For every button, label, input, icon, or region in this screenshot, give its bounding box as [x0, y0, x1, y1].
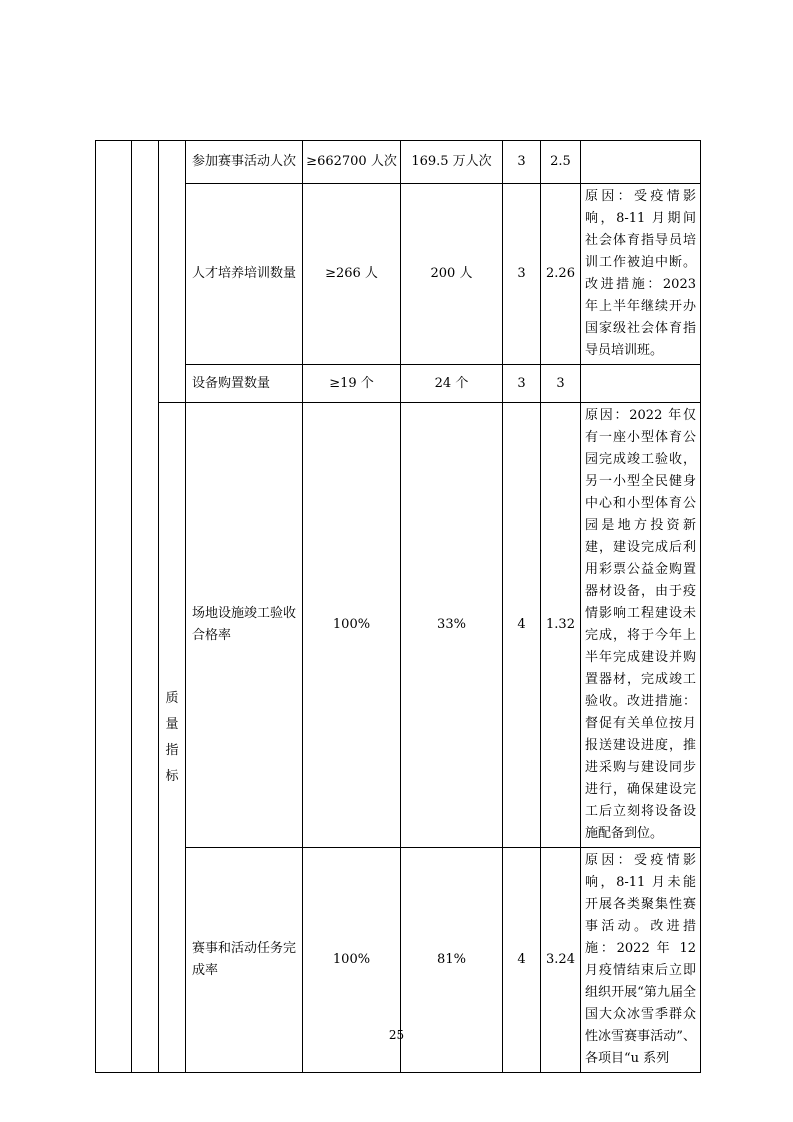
deviation-note: 原因：受疫情影响，8-11 月未能开展各类聚集性赛事活动。改进措施：2022 年 12 月疫情结束后立即组织开展“第九届全国大众冰雪季群众性冰雪赛事活动”、各项目“u 系列 [581, 848, 701, 1073]
score-value: 2.26 [541, 184, 581, 365]
blank-level2-cell [132, 141, 159, 1073]
weight-value: 3 [503, 365, 541, 403]
weight-value: 4 [503, 403, 541, 848]
target-value: ≥266 人 [303, 184, 401, 365]
table-row [96, 403, 701, 848]
weight-value: 3 [503, 141, 541, 184]
target-value: 100% [303, 848, 401, 1073]
indicator-name: 赛事和活动任务完成率 [186, 848, 303, 1073]
quality-indicator-category [159, 403, 186, 1073]
indicator-name: 设备购置数量 [186, 365, 303, 403]
score-value: 3 [541, 365, 581, 403]
performance-indicator-table [95, 140, 701, 1073]
blank-level3-cell [159, 141, 186, 403]
table-row [96, 141, 701, 184]
table-row [96, 184, 701, 365]
deviation-note: 原因：受疫情影响，8-11 月期间社会体育指导员培训工作被迫中断。改进措施：2023 年上半年继续开办国家级社会体育指导员培训班。 [581, 184, 701, 365]
target-value: 100% [303, 403, 401, 848]
quality-indicator-label: 质量指标 [165, 690, 179, 784]
deviation-note: 原因：2022 年仅有一座小型体育公园完成竣工验收，另一小型全民健身中心和小型体育公园是地方投资新建，建设完成后利用彩票公益金购置器材设备，由于疫情影响工程建设未完成，将于今年上半年完成建设并购置器材，完成竣工验收。改进措施：督促有关单位按月报送建设进度，推进采购与建设同步进行，确保建设完工后立刻将设备设施配备到位。 [581, 403, 701, 848]
actual-value: 81% [401, 848, 503, 1073]
score-value: 2.5 [541, 141, 581, 184]
deviation-note [581, 365, 701, 403]
score-value: 3.24 [541, 848, 581, 1073]
actual-value: 33% [401, 403, 503, 848]
target-value: ≥662700 人次 [303, 141, 401, 184]
table-row [96, 365, 701, 403]
actual-value: 24 个 [401, 365, 503, 403]
deviation-note [581, 141, 701, 184]
actual-value: 200 人 [401, 184, 503, 365]
score-value: 1.32 [541, 403, 581, 848]
indicator-name: 场地设施竣工验收合格率 [186, 403, 303, 848]
actual-value: 169.5 万人次 [401, 141, 503, 184]
blank-level1-cell [96, 141, 132, 1073]
weight-value: 3 [503, 184, 541, 365]
weight-value: 4 [503, 848, 541, 1073]
indicator-name: 参加赛事活动人次 [186, 141, 303, 184]
page-number: 25 [388, 1028, 405, 1042]
target-value: ≥19 个 [303, 365, 401, 403]
indicator-name: 人才培养培训数量 [186, 184, 303, 365]
